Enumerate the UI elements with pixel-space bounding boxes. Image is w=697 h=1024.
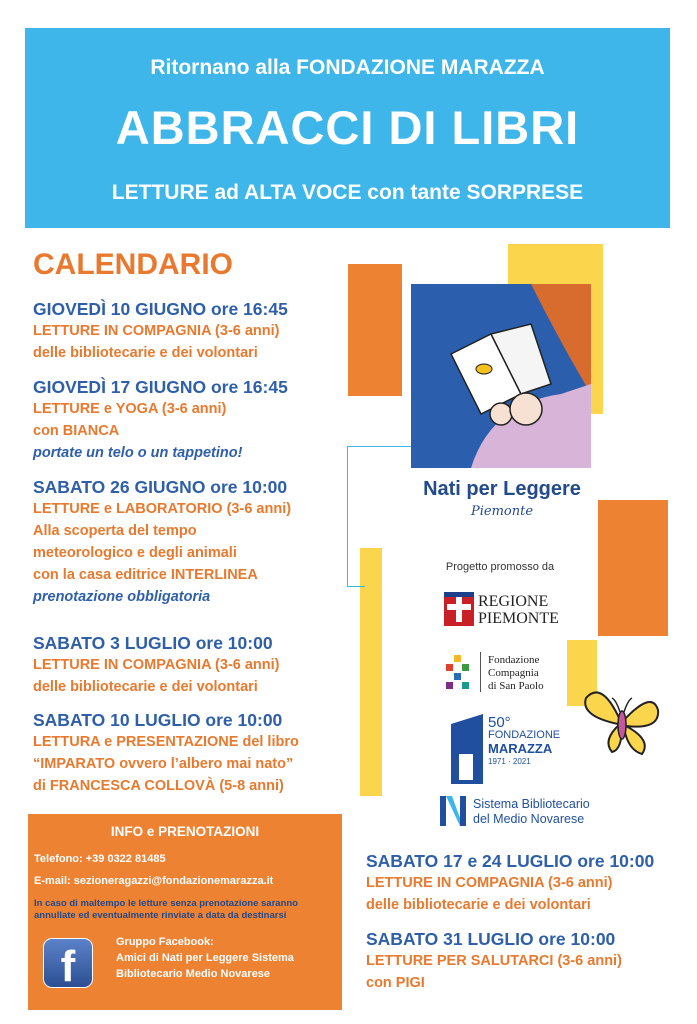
event-line: con PIGI <box>366 975 425 991</box>
sistema-logo <box>473 797 590 827</box>
event-3 <box>33 476 353 608</box>
event-line: “IMPARATO ovvero l’albero mai nato” <box>33 756 294 772</box>
event-5 <box>33 709 353 797</box>
calendar-title: CALENDARIO <box>33 248 233 281</box>
event-line: Alla scoperta del tempo <box>33 523 197 539</box>
event-line: delle bibliotecarie e dei volontari <box>33 679 258 695</box>
event-line: con BIANCA <box>33 423 120 439</box>
compagnia-logo <box>488 654 544 693</box>
event-note: portate un telo o un tappetino! <box>33 445 243 461</box>
facebook-line: Gruppo Facebook: <box>116 936 214 948</box>
facebook-icon: f <box>43 938 93 988</box>
event-4 <box>33 632 353 698</box>
event-line: LETTURE e YOGA (3-6 anni) <box>33 401 227 417</box>
info-title: INFO e PRENOTAZIONI <box>110 824 260 839</box>
regione-line: REGIONE <box>478 593 549 610</box>
event-line: delle bibliotecarie e dei volontari <box>33 345 258 361</box>
event-7 <box>366 928 686 994</box>
event-date: SABATO 3 LUGLIO ore 10:00 <box>33 633 273 653</box>
event-line: delle bibliotecarie e dei volontari <box>366 897 591 913</box>
info-phone: Telefono: +39 0322 81485 <box>34 853 166 865</box>
deco-orange-left <box>348 264 402 396</box>
event-2 <box>33 376 353 464</box>
marazza-logo-icon <box>447 714 487 784</box>
regione-logo <box>478 593 559 627</box>
event-note: prenotazione obbligatoria <box>33 589 211 605</box>
event-line: meteorologico e degli animali <box>33 545 237 561</box>
facebook-line: Bibliotecario Medio Novarese <box>116 968 271 980</box>
sistema-line: Sistema Bibliotecario <box>473 797 590 811</box>
event-line: con la casa editrice INTERLINEA <box>33 567 258 583</box>
event-date: SABATO 26 GIUGNO ore 10:00 <box>33 477 288 497</box>
deco-orange-right <box>598 500 668 636</box>
npl-logo-sub: Piemonte <box>470 504 534 519</box>
event-date: GIOVEDÌ 17 GIUGNO ore 16:45 <box>33 377 288 397</box>
regione-line: PIEMONTE <box>478 610 559 627</box>
facebook-line: Amici di Nati per Leggere Sistema <box>116 952 294 964</box>
event-line: LETTURE IN COMPAGNIA (3-6 anni) <box>366 875 613 891</box>
compagnia-line: di San Paolo <box>488 680 544 692</box>
event-date: SABATO 17 e 24 LUGLIO ore 10:00 <box>366 851 655 871</box>
header-title: ABBRACCI DI LIBRI <box>115 101 580 154</box>
compagnia-logo-icon <box>442 655 472 691</box>
event-6 <box>366 850 686 916</box>
sistema-logo-icon <box>440 796 468 826</box>
marazza-logo <box>488 716 560 768</box>
marazza-line: FONDAZIONE <box>488 729 561 741</box>
npl-logo-title: Nati per Leggere <box>423 478 581 500</box>
facebook-group <box>116 934 294 982</box>
event-line: LETTURE IN COMPAGNIA (3-6 anni) <box>33 323 280 339</box>
info-rain-note: In caso di maltempo le letture senza prenotazione saranno annullate ed eventualmente rinviate a data da destinarsi <box>34 898 298 921</box>
event-line: LETTURE IN COMPAGNIA (3-6 anni) <box>33 657 280 673</box>
deco-blue-line <box>347 446 348 586</box>
event-line: LETTURE e LABORATORIO (3-6 anni) <box>33 501 292 517</box>
header-tagline: LETTURE ad ALTA VOCE con tante SORPRESE <box>111 181 584 204</box>
compagnia-line: Compagnia <box>488 667 539 679</box>
marazza-line: MARAZZA <box>488 741 553 756</box>
event-date: SABATO 31 LUGLIO ore 10:00 <box>366 929 616 949</box>
header-banner <box>25 28 670 228</box>
butterfly-icon <box>582 680 662 760</box>
header-subtitle: Ritornano alla FONDAZIONE MARAZZA <box>150 56 545 79</box>
info-email: E-mail: sezioneragazzi@fondazionemarazza.it <box>34 875 274 887</box>
deco-blue-line <box>347 446 411 447</box>
sistema-line: del Medio Novarese <box>473 812 585 826</box>
compagnia-line: Fondazione <box>488 654 540 666</box>
regione-crest-icon <box>444 592 474 626</box>
event-line: LETTURE PER SALUTARCI (3-6 anni) <box>366 953 622 969</box>
info-box <box>28 814 342 1010</box>
event-line: di FRANCESCA COLLOVÀ (5-8 anni) <box>33 778 284 794</box>
event-1 <box>33 298 353 364</box>
compagnia-divider <box>480 652 481 692</box>
event-date: SABATO 10 LUGLIO ore 10:00 <box>33 710 283 730</box>
event-date: GIOVEDÌ 10 GIUGNO ore 16:45 <box>33 299 288 319</box>
event-line: LETTURA e PRESENTAZIONE del libro <box>33 734 299 750</box>
reading-child-illustration <box>411 284 591 468</box>
marazza-line: 50° <box>488 714 511 731</box>
marazza-line: 1971 · 2021 <box>488 757 531 766</box>
deco-blue-line <box>347 586 365 587</box>
promoted-by: Progetto promosso da <box>445 561 555 573</box>
